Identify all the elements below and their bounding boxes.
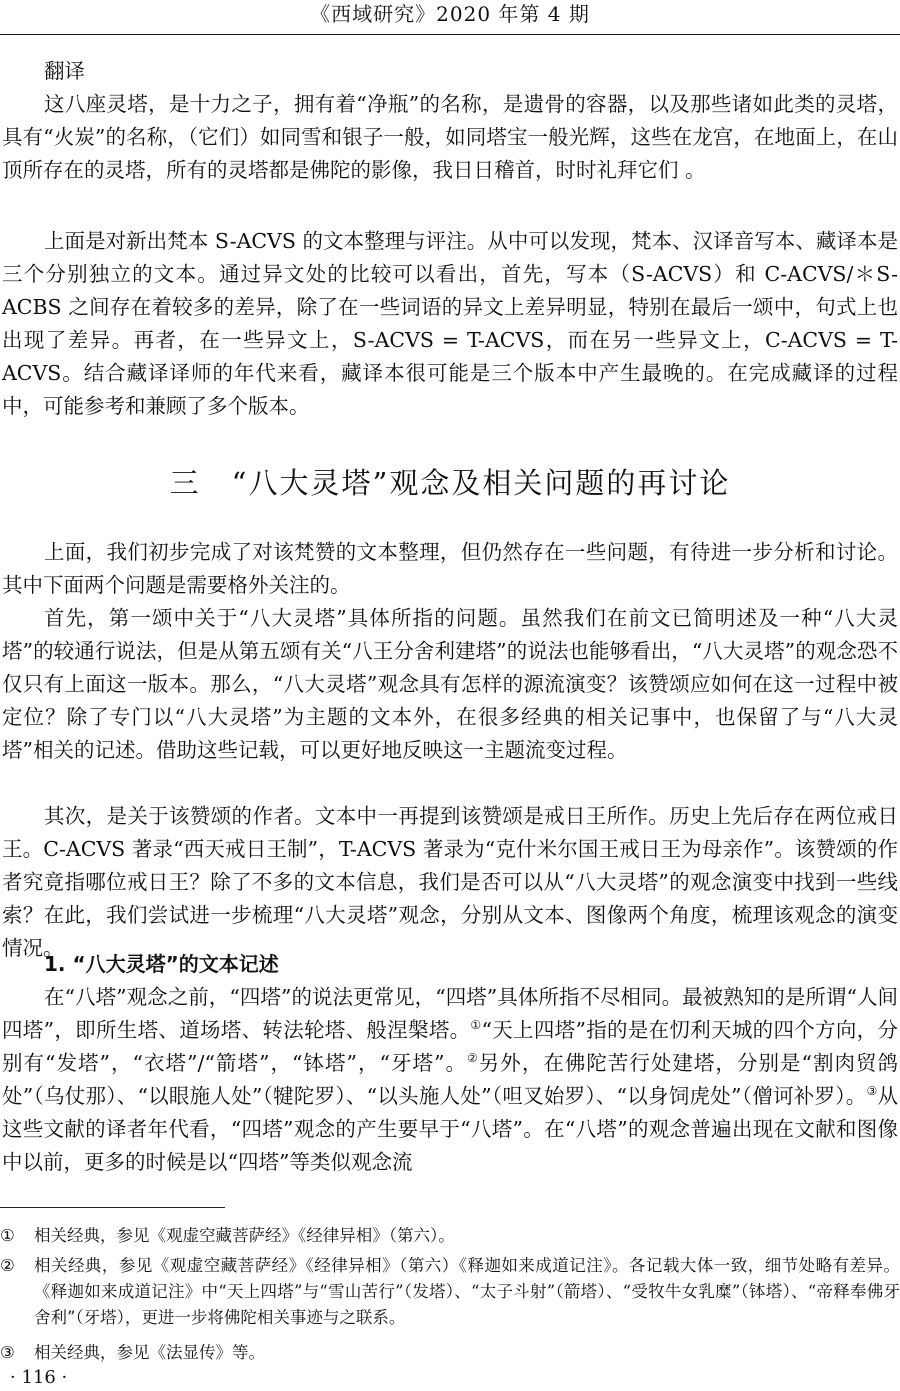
para4-part-d: 从这些文献的译者年代看，“四塔”观念的产生要早于“八塔”。在“八塔”的观念普遍出现在文献和图像中以前，更多的时候是以“四塔”等类似观念流 <box>2 1084 899 1174</box>
summary-paragraph: 上面是对新出梵本 S-ACVS 的文本整理与评注。从中可以发现，梵本、汉译音写本、藏译本是三个分别独立的文本。通过异文处的比较可以看出，首先，写本（S-ACVS）和 C-ACVS/＊S-ACBS 之间存在着较多的差异，除了在一些词语的异文上差异明显，特别在最后一颂中，句式上也出现了差异。再者，在一些异文上，S-ACVS = T-ACVS，而在另一些异文上，C-ACVS = T-ACVS。结合藏译译师的年代来看，藏译本很可能是三个版本中产生最晚的。在完成藏译的过程中，可能参考和兼顾了多个版本。 <box>2 229 898 418</box>
para4-part-c: 另外，在佛陀苦行处建塔，分别是“割肉贸鸽处”（乌仗那）、“以眼施人处”（犍陀罗）、“以头施人处”（呾叉始罗）、“以身饲虎处”（僧诃补罗）。 <box>2 1051 899 1108</box>
page-number: · 116 · <box>10 1367 68 1388</box>
footnote-ref-1[interactable]: ① <box>470 1018 482 1033</box>
translation-text: 这八座灵塔，是十力之子，拥有着“净瓶”的名称，是遗骨的容器，以及那些诸如此类的灵塔，具有“火炭”的名称，（它们）如同雪和银子一般，如同塔宝一般光辉，这些在龙宫，在地面上，在山顶所存在的灵塔，所有的灵塔都是佛陀的影像，我日日稽首，时时礼拜它们 。 <box>2 92 898 182</box>
para4-part-b: “天上四塔”指的是在忉利天城的四个方向，分别有“发塔”，“衣塔”/“箭塔”，“钵塔”，“牙塔”。 <box>2 1018 898 1075</box>
section-paragraph-1: 上面，我们初步完成了对该梵赞的文本整理，但仍然存在一些问题，有待进一步分析和讨论。其中下面两个问题是需要格外关注的。 <box>2 540 898 597</box>
footnote-2-mark: ② <box>0 1256 15 1275</box>
translation-label: 翻译 <box>44 59 85 83</box>
footnote-ref-2[interactable]: ② <box>467 1051 479 1066</box>
section-paragraph-3: 其次，是关于该赞颂的作者。文本中一再提到该赞颂是戒日王所作。历史上先后存在两位戒日王。C-ACVS 著录“西天戒日王制”，T-ACVS 著录为“克什米尔国王戒日王为母亲作”。该赞颂的作者究竟指哪位戒日王？除了不多的文本信息，我们是否可以从“八大灵塔”的观念演变中找到一些线索？在此，我们尝试进一步梳理“八大灵塔”观念，分别从文本、图像两个角度，梳理该观念的演变情况。 <box>2 804 898 960</box>
section-paragraph-4 <box>2 981 898 1179</box>
footnote-1-text: 相关经典，参见《观虚空藏菩萨经》《经律异相》（第六）。 <box>34 1226 455 1245</box>
footnote-1-mark: ① <box>0 1226 15 1245</box>
footnote-3-mark: ③ <box>0 1343 15 1362</box>
footnote-ref-3[interactable]: ③ <box>866 1084 878 1099</box>
footnote-rule <box>0 1207 225 1208</box>
header-rule <box>0 34 900 35</box>
running-header: 《西域研究》2020 年第 4 期 <box>310 2 590 26</box>
footnote-3-text: 相关经典，参见《法显传》等。 <box>34 1343 265 1362</box>
footnote-2-text: 相关经典，参见《观虚空藏菩萨经》《经律异相》（第六）《释迦如来成道记注》。各记载大体一致，细节处略有差异。《释迦如来成道记注》中“天上四塔”与“雪山苦行”（发塔）、“太子斗射”（箭塔）、“受牧牛女乳糜”（钵塔）、“帝释奉佛牙舍利”（牙塔），更进一步将佛陀相关事迹与之联系。 <box>34 1256 900 1327</box>
subsection-heading: 1. “八大灵塔”的文本记述 <box>44 952 279 976</box>
para4-part-a: 在“八塔”观念之前，“四塔”的说法更常见，“四塔”具体所指不尽相同。最被熟知的是所谓“人间四塔”，即所生塔、道场塔、转法轮塔、般涅槃塔。 <box>2 985 898 1042</box>
section-paragraph-2: 首先，第一颂中关于“八大灵塔”具体所指的问题。虽然我们在前文已简明述及一种“八大灵塔”的较通行说法，但是从第五颂有关“八王分舍利建塔”的说法也能够看出，“八大灵塔”的观念恐不仅只有上面这一版本。那么，“八大灵塔”观念具有怎样的源流演变？该赞颂应如何在这一过程中被定位？除了专门以“八大灵塔”为主题的文本外，在很多经典的相关记事中，也保留了与“八大灵塔”相关的记述。借助这些记载，可以更好地反映这一主题流变过程。 <box>2 606 898 762</box>
section-heading: 三 “八大灵塔”观念及相关问题的再讨论 <box>169 466 731 500</box>
